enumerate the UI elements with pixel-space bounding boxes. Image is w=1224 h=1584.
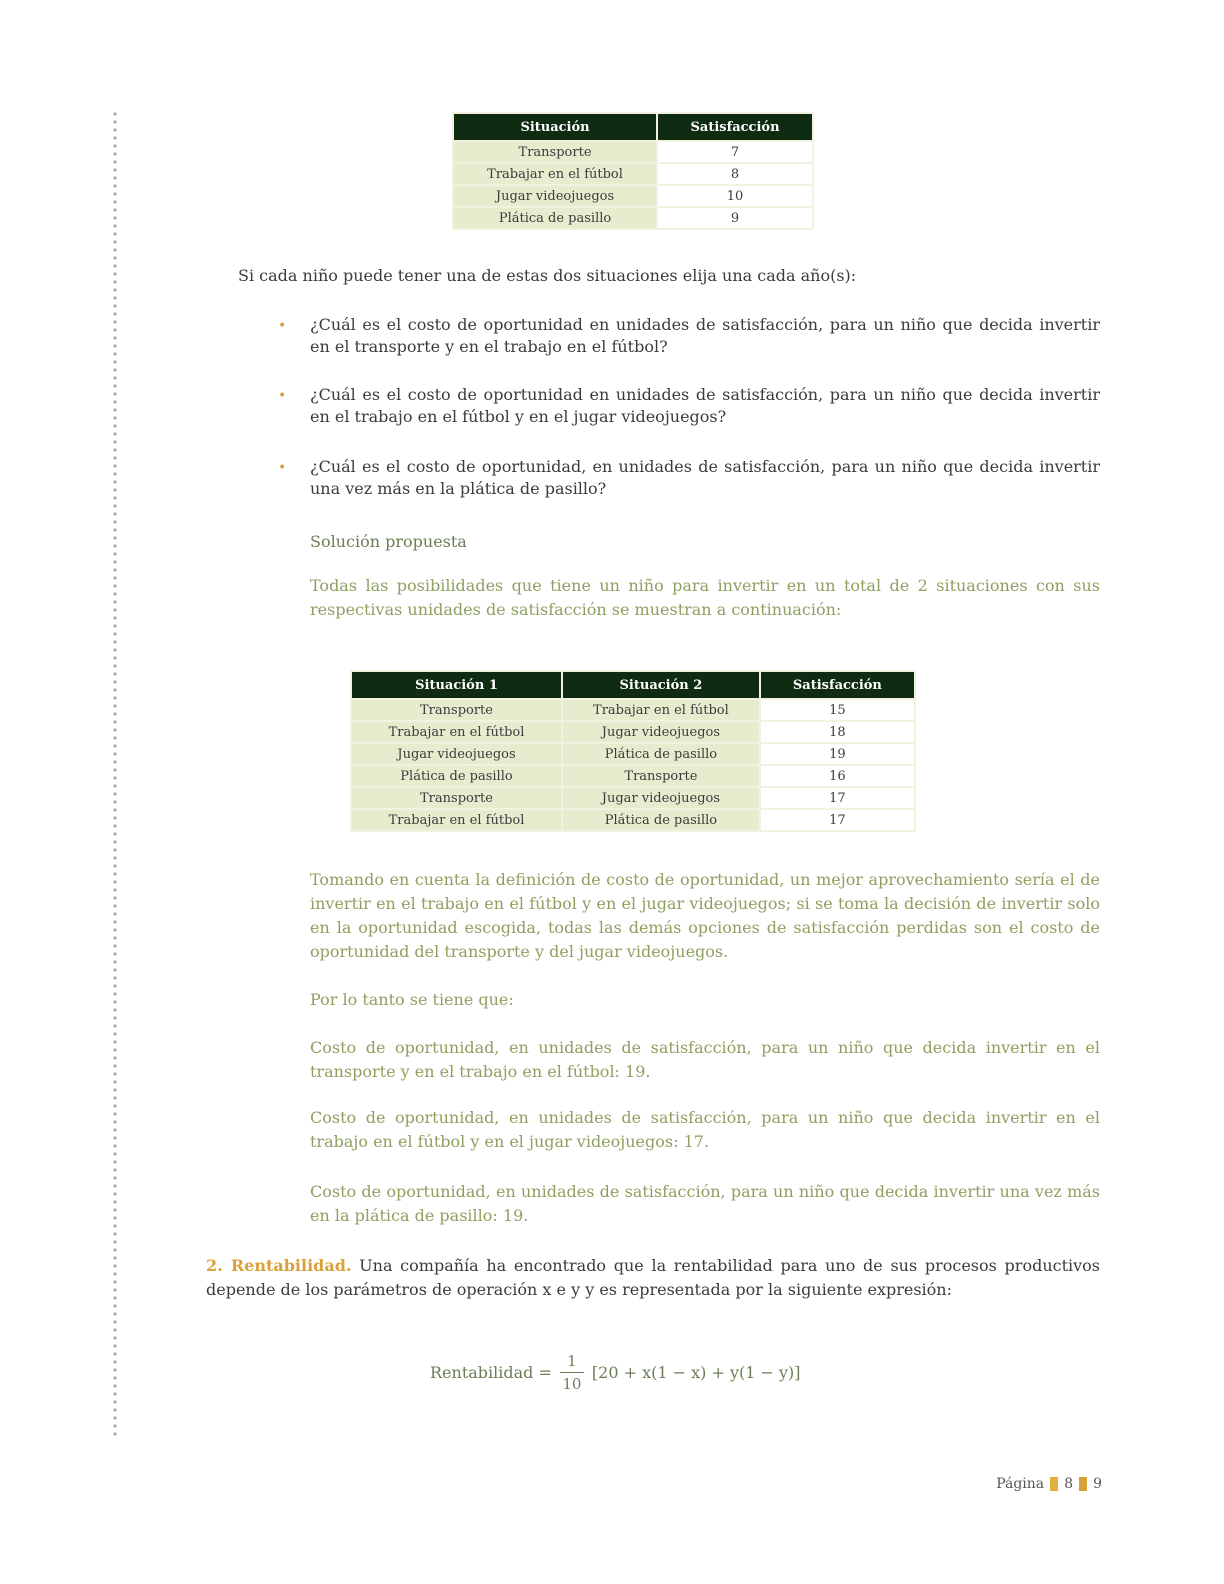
question-text: ¿Cuál es el costo de oportunidad, en unidades de satisfacción, para un niño que decida invertir una vez más en la plática de pasillo? [310, 457, 1100, 498]
table-cell: Transporte [352, 700, 561, 720]
fraction-bar [560, 1372, 584, 1373]
table-cell: Transporte [563, 766, 759, 786]
problem-number: 2. Rentabilidad. [206, 1256, 352, 1275]
table-cell: 8 [658, 164, 812, 184]
intro-paragraph: Si cada niño puede tener una de estas dos situaciones elija una cada año(s): [238, 266, 857, 285]
column-header: Satisfacción [761, 672, 914, 698]
solution-heading: Solución propuesta [310, 532, 467, 551]
problem-paragraph [206, 1254, 1100, 1302]
page-footer [996, 1476, 1102, 1492]
table-cell: Plática de pasillo [563, 744, 759, 764]
answer-paragraph: Costo de oportunidad, en unidades de satisfacción, para un niño que decida invertir en el trabajo en el fútbol y en el jugar videojuegos: 17. [310, 1108, 1100, 1151]
combinations-table [350, 670, 916, 832]
table-cell: 7 [658, 142, 812, 162]
table-header-row [352, 672, 914, 698]
bullet-icon: • [278, 388, 287, 404]
table-cell: 15 [761, 700, 914, 720]
table-cell: Trabajar en el fútbol [563, 700, 759, 720]
table-cell: 17 [761, 810, 914, 830]
formula-rhs: [20 + x(1 − x) + y(1 − y)] [591, 1363, 801, 1382]
fraction-numerator: 1 [567, 1352, 577, 1370]
page-number: 8 [1064, 1476, 1074, 1492]
table-cell: 17 [761, 788, 914, 808]
table-row [352, 700, 914, 720]
table-row [454, 208, 812, 228]
table-cell: Transporte [352, 788, 561, 808]
table-row [454, 142, 812, 162]
solution-intro: Todas las posibilidades que tiene un niño para invertir en un total de 2 situaciones con sus respectivas unidades de satisfacción se muestran a continuación: [310, 576, 1100, 619]
table-row [352, 744, 914, 764]
table-cell: Transporte [454, 142, 656, 162]
table-cell: Jugar videojuegos [454, 186, 656, 206]
table-cell: Plática de pasillo [563, 810, 759, 830]
table-cell: Plática de pasillo [352, 766, 561, 786]
page-label: Página [996, 1476, 1045, 1492]
answer-paragraph: Costo de oportunidad, en unidades de satisfacción, para un niño que decida invertir una vez más en la plática de pasillo: 19. [310, 1182, 1100, 1225]
table-row [352, 766, 914, 786]
table-cell: Trabajar en el fútbol [352, 810, 561, 830]
analysis-paragraph: Tomando en cuenta la definición de costo de oportunidad, un mejor aprovechamiento sería el de invertir en el trabajo en el fútbol y en el jugar videojuegos; si se toma la decisión de invertir solo en la oportunidad escogida, todas las demás opciones de satisfacción perdidas son el costo de oportunidad del transporte y del jugar videojuegos. [310, 870, 1100, 961]
table-row [352, 722, 914, 742]
table-cell: Jugar videojuegos [563, 788, 759, 808]
table-cell: 9 [658, 208, 812, 228]
question-text: ¿Cuál es el costo de oportunidad en unidades de satisfacción, para un niño que decida invertir en el trabajo en el fútbol y en el jugar videojuegos? [310, 385, 1100, 426]
column-header: Situación 1 [352, 672, 561, 698]
formula-lhs: Rentabilidad = [430, 1363, 552, 1382]
table-header-row [454, 114, 812, 140]
answer-paragraph: Costo de oportunidad, en unidades de satisfacción, para un niño que decida invertir en el transporte y en el trabajo en el fútbol: 19. [310, 1038, 1100, 1081]
column-header: Situación [454, 114, 656, 140]
fraction-denominator: 10 [562, 1375, 582, 1393]
bullet-icon: • [278, 318, 287, 334]
table-cell: Trabajar en el fútbol [352, 722, 561, 742]
table-row [352, 810, 914, 830]
separator-icon [1050, 1477, 1058, 1491]
separator-icon [1079, 1477, 1087, 1491]
table-row [352, 788, 914, 808]
table-cell: Jugar videojuegos [563, 722, 759, 742]
table-row [454, 164, 812, 184]
dotted-margin-rule [112, 110, 118, 1440]
satisfaction-table [452, 112, 814, 230]
conclusion-intro: Por lo tanto se tiene que: [310, 990, 514, 1009]
profitability-formula [430, 1352, 801, 1393]
problem-text: Una compañía ha encontrado que la rentabilidad para uno de sus procesos productivos depende de los parámetros de operación x e y y es representada por la siguiente expresión: [206, 1256, 1101, 1299]
table-cell: Jugar videojuegos [352, 744, 561, 764]
table-row [454, 186, 812, 206]
question-text: ¿Cuál es el costo de oportunidad en unidades de satisfacción, para un niño que decida invertir en el transporte y en el trabajo en el fútbol? [310, 315, 1100, 356]
column-header: Situación 2 [563, 672, 759, 698]
bullet-icon: • [278, 460, 287, 476]
table-cell: 18 [761, 722, 914, 742]
column-header: Satisfacción [658, 114, 812, 140]
table-cell: 19 [761, 744, 914, 764]
formula-fraction [560, 1352, 584, 1393]
table-cell: Trabajar en el fútbol [454, 164, 656, 184]
table-cell: Plática de pasillo [454, 208, 656, 228]
table-cell: 10 [658, 186, 812, 206]
table-cell: 16 [761, 766, 914, 786]
page-total: 9 [1093, 1476, 1102, 1492]
